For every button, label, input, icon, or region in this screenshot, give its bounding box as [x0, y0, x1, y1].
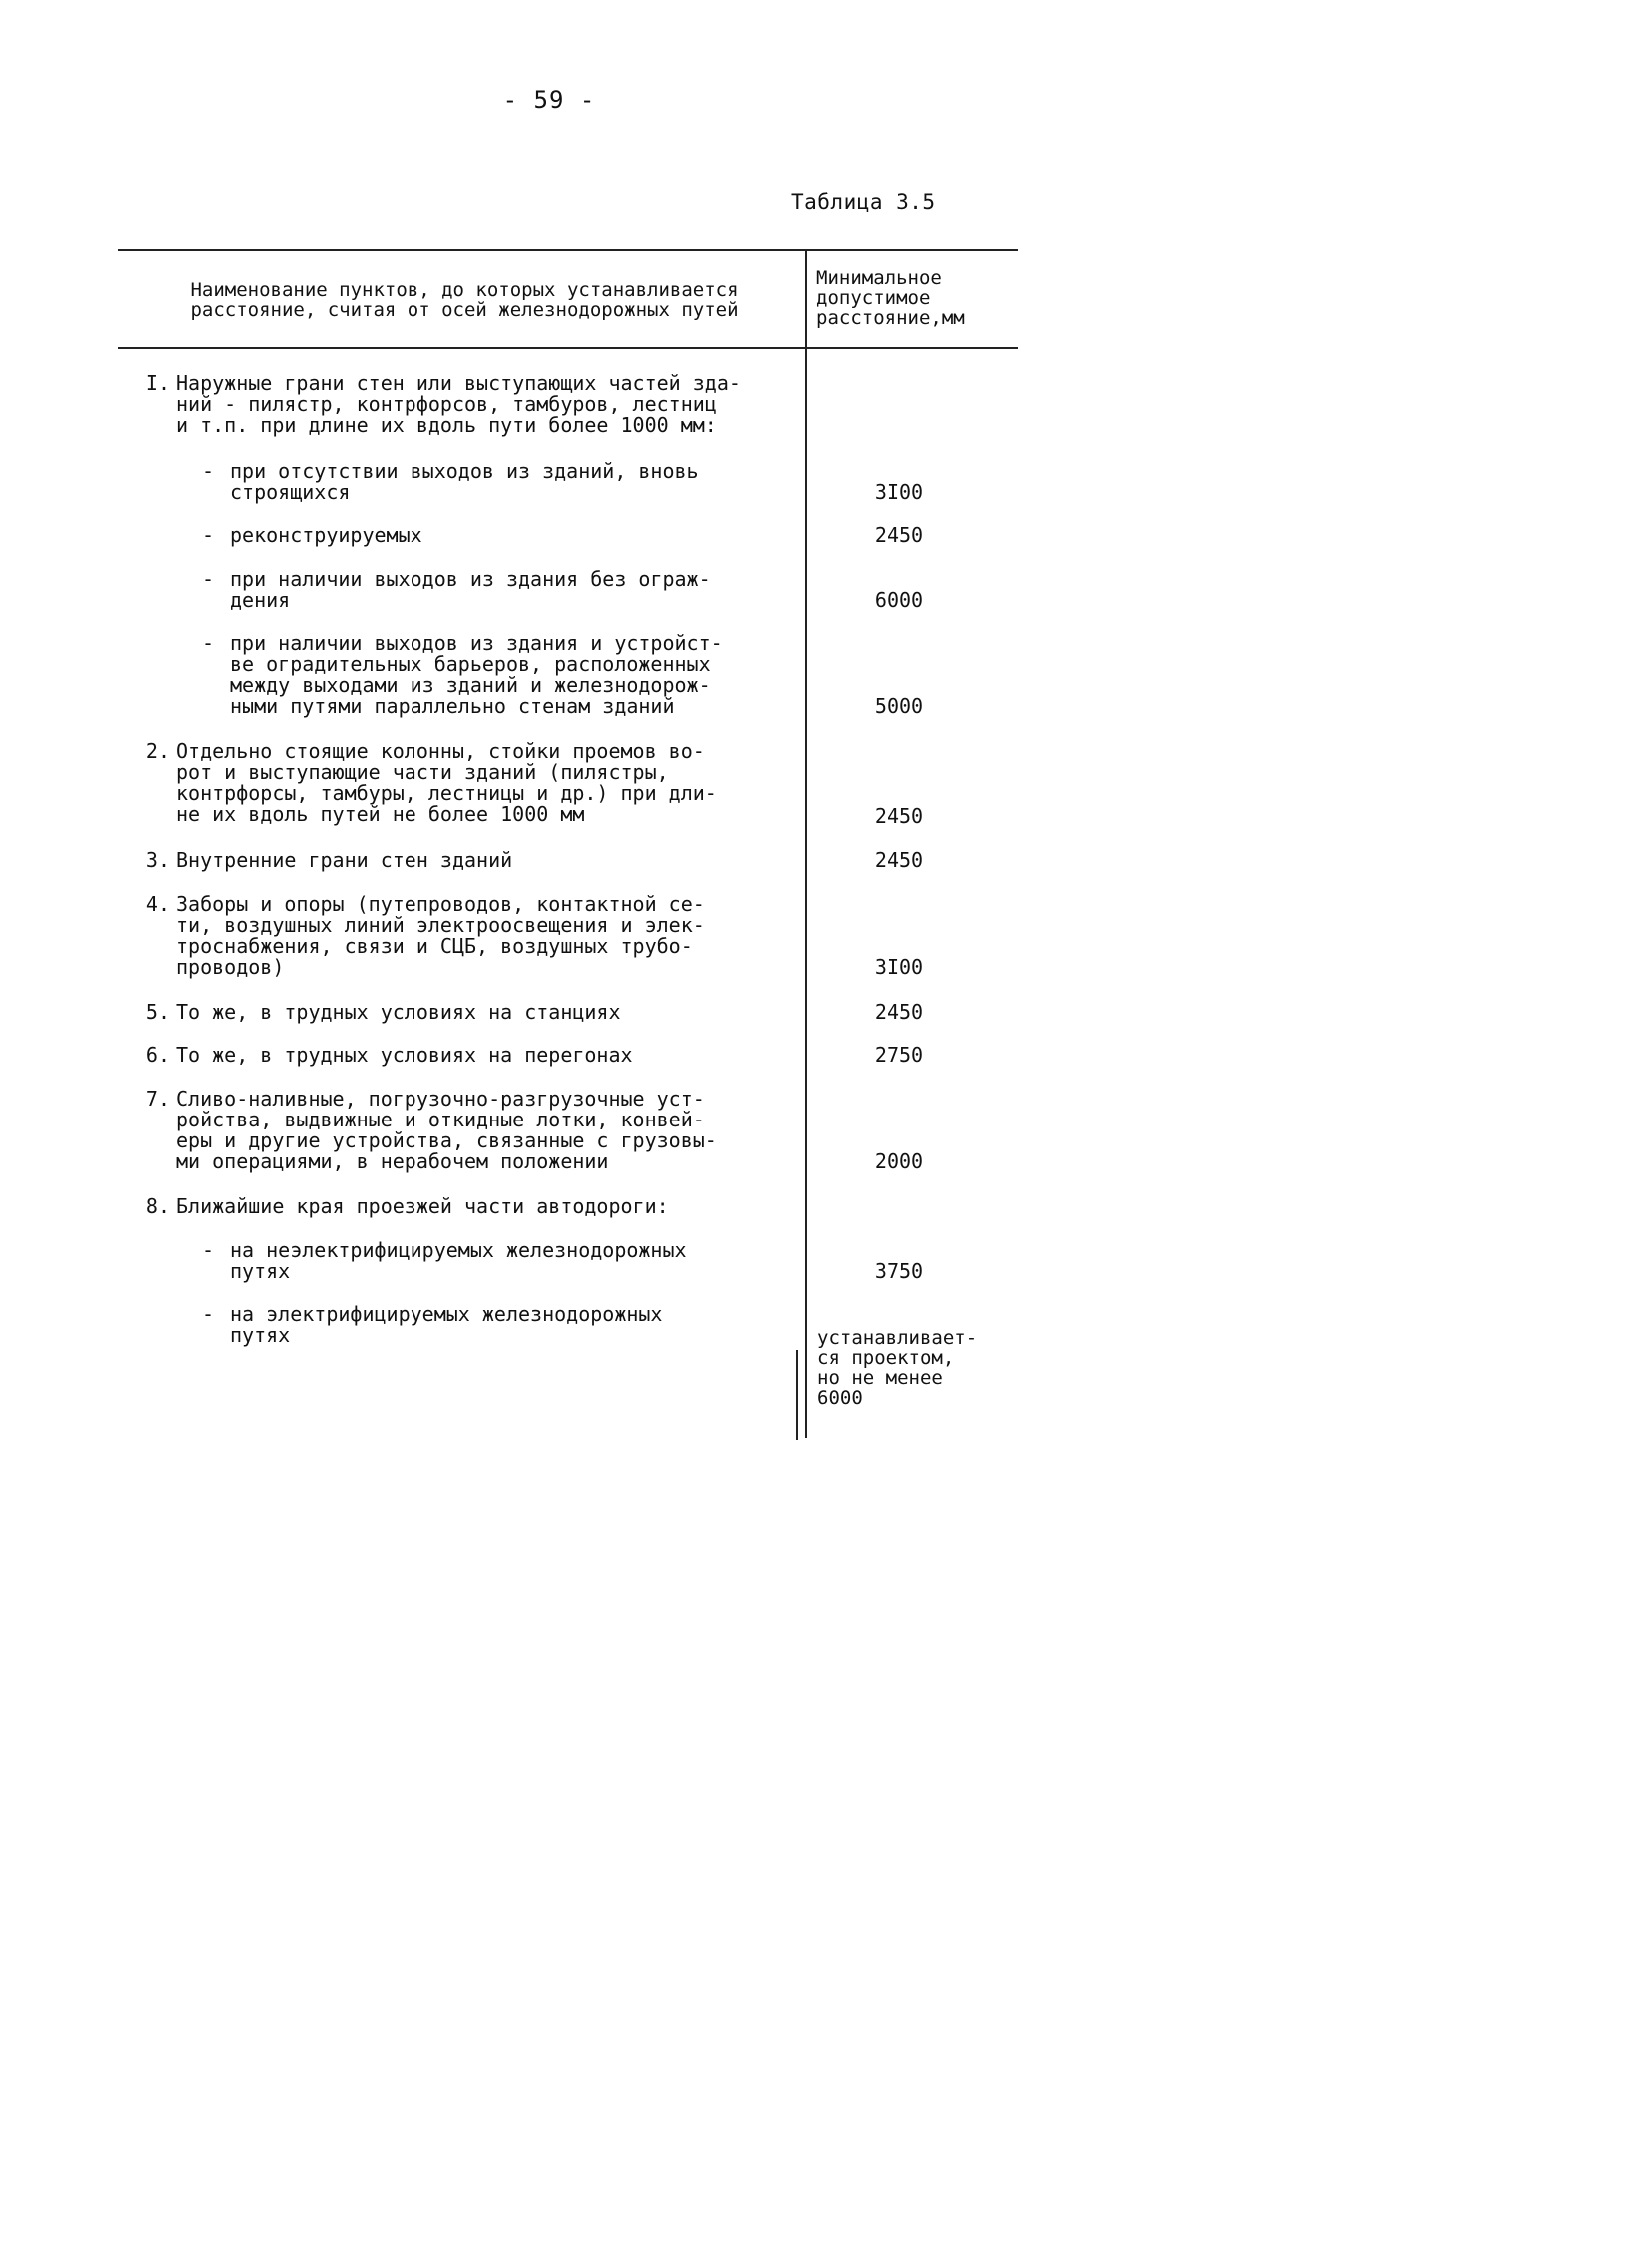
row-number: 4. [145, 892, 170, 916]
row-dash: - [202, 567, 215, 591]
row-text: Заборы и опоры (путепроводов, контактной се- ти, воздушных линий электроосвещения и элек- троснабжения, связи и СЦБ, воздушных трубо- проводов) [176, 892, 705, 979]
table-top-rule [118, 249, 1018, 251]
row-dash: - [202, 1302, 215, 1326]
row-number: 7. [145, 1087, 170, 1111]
row-dash: - [202, 459, 215, 483]
row-value: 5000 [874, 694, 924, 718]
row-text: Наружные грани стен или выступающих частей зда- ний - пилястр, контрфорсов, тамбуров, лестниц и т.п. при длине их вдоль пути более 1000 мм: [176, 372, 741, 437]
row-dash: - [202, 523, 215, 547]
row-dash: - [202, 631, 215, 655]
column-divider [805, 250, 807, 1438]
row-text: на электрифицируемых железнодорожных путях [230, 1302, 663, 1347]
header-distance-column: Минимальное допустимое расстояние,мм [816, 267, 965, 329]
row-number: 5. [145, 1000, 170, 1024]
row-text: при наличии выходов из здания и устройст- ве оградительных барьеров, расположенных между выходами из зданий и железнодорож- ными путями параллельно стенам зданий [230, 631, 723, 718]
row-value: 2450 [874, 848, 924, 872]
table-caption: Таблица 3.5 [791, 190, 936, 214]
page-number: - 59 - [502, 86, 596, 114]
row-number: 3. [145, 848, 170, 872]
row-text: Отдельно стоящие колонны, стойки проемов во- рот и выступающие части зданий (пилястры, контрфорсы, тамбуры, лестницы и др.) при дли- не их вдоль путей не более 1000 мм [176, 739, 717, 826]
row-value: 6000 [874, 588, 924, 612]
row-value: 3750 [874, 1259, 924, 1283]
row-text: Сливо-наливные, погрузочно-разгрузочные уст- ройства, выдвижные и откидные лотки, конвей- еры и другие устройства, связанные с грузовы- ми операциями, в нерабочем положении [176, 1087, 717, 1173]
row-value: 2450 [874, 523, 924, 547]
row-text: То же, в трудных условиях на станциях [176, 1000, 621, 1024]
row-text: реконструируемых [230, 523, 422, 547]
row-value: 2750 [874, 1043, 924, 1067]
row-value: 3I00 [874, 480, 924, 504]
row-number: I. [145, 372, 170, 395]
row-text: при отсутствии выходов из зданий, вновь строящихся [230, 459, 699, 504]
row-number: 8. [145, 1194, 170, 1218]
row-text: при наличии выходов из здания без ограж- дения [230, 567, 711, 612]
row-dash: - [202, 1238, 215, 1262]
row-text: Ближайшие края проезжей части автодороги: [176, 1194, 669, 1218]
row-text: на неэлектрифицируемых железнодорожных путях [230, 1238, 687, 1283]
header-items-column: Наименование пунктов, до которых устанавливается расстояние, считая от осей железнодорожных путей [190, 279, 739, 321]
note-bracket [796, 1350, 798, 1440]
row-text: То же, в трудных условиях на перегонах [176, 1043, 633, 1067]
row-number: 6. [145, 1043, 170, 1067]
row-value: 3I00 [874, 955, 924, 979]
last-row-note: устанавливает- ся проектом, но не менее 6000 [817, 1327, 978, 1409]
row-value: 2450 [874, 1000, 924, 1024]
row-value: 2000 [874, 1149, 924, 1173]
row-value: 2450 [874, 804, 924, 828]
table-header-rule [118, 347, 1018, 349]
row-text: Внутренние грани стен зданий [176, 848, 513, 872]
row-number: 2. [145, 739, 170, 763]
